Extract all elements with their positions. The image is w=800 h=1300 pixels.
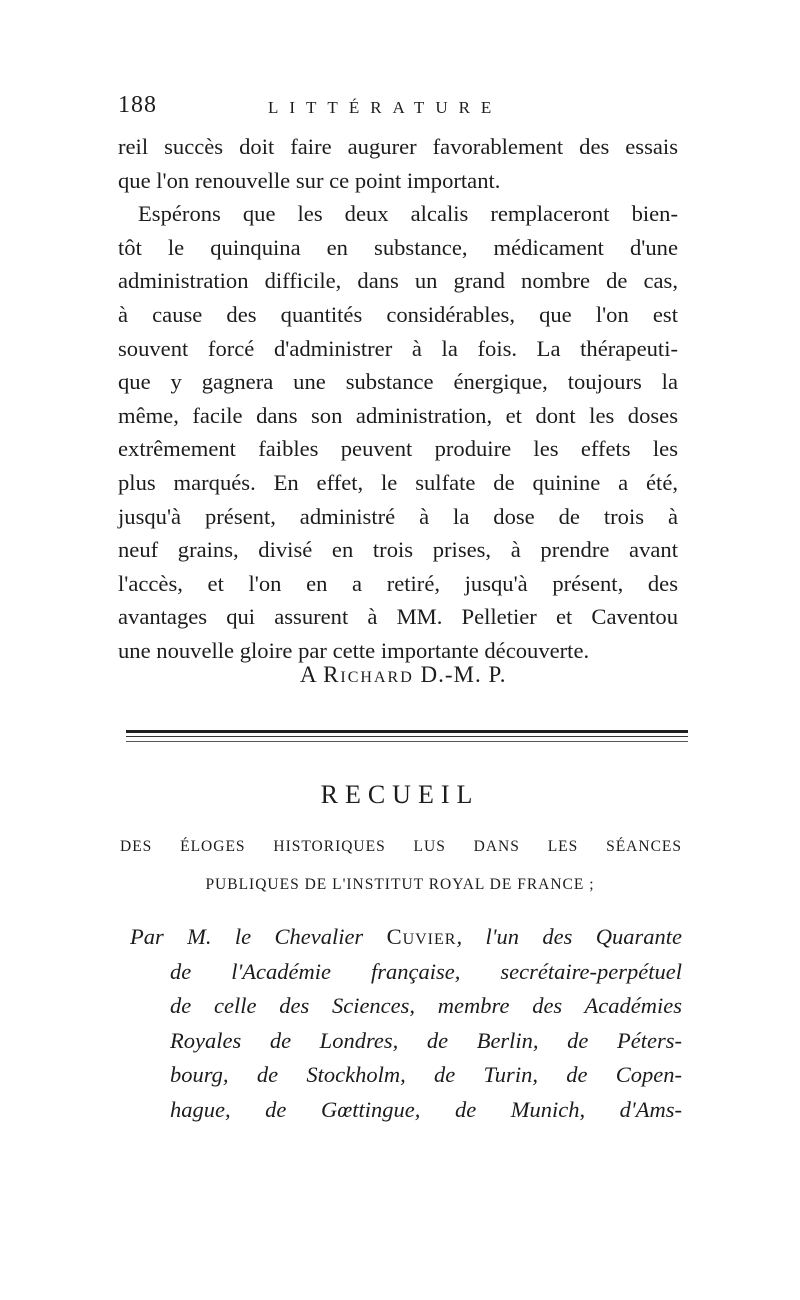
page-number: 188 bbox=[118, 92, 157, 118]
body-line: une nouvelle gloire par cette importante découverte. bbox=[118, 637, 590, 663]
attribution-line: hague, de Gœttingue, de Munich, d'Ams- bbox=[170, 1096, 682, 1122]
attribution-name: Cuvier bbox=[386, 924, 457, 949]
attribution-line: Royales de Londres, de Berlin, de Péters- bbox=[170, 1027, 682, 1053]
attribution-suffix: , l'un des Quarante bbox=[456, 924, 682, 949]
attribution-prefix: Par M. le Chevalier bbox=[130, 924, 364, 949]
section-divider-thin bbox=[126, 736, 688, 737]
body-line: souvent forcé d'administrer à la fois. La thérapeuti- bbox=[118, 335, 678, 361]
page-header bbox=[118, 92, 683, 126]
signature-initial: A bbox=[300, 662, 317, 687]
attribution-line: bourg, de Stockholm, de Turin, de Copen- bbox=[170, 1062, 682, 1087]
body-line: jusqu'à présent, administré à la dose de trois à bbox=[118, 503, 678, 529]
body-line: neuf grains, divisé en trois prises, à prendre avant bbox=[118, 537, 678, 563]
section-subtitle-line-2: PUBLIQUES DE L'INSTITUT ROYAL DE FRANCE ; bbox=[205, 876, 595, 893]
signature-surname: Richard bbox=[323, 662, 414, 687]
attribution-line bbox=[130, 920, 682, 955]
article-body bbox=[118, 130, 678, 668]
author-attribution bbox=[130, 920, 682, 1127]
body-line: reil succès doit faire augurer favorablement des essais bbox=[118, 134, 678, 159]
attribution-line: de celle des Sciences, membre des Académies bbox=[170, 993, 682, 1018]
section-title: RECUEIL bbox=[320, 780, 480, 809]
running-head: LITTÉRATURE bbox=[268, 98, 503, 117]
body-line: Espérons que les deux alcalis remplaceront bien- bbox=[138, 201, 678, 227]
body-line: avantages qui assurent à MM. Pelletier et Caventou bbox=[118, 604, 678, 630]
section-divider-thin-lower bbox=[126, 741, 688, 742]
section-subtitle-line-1: DES ÉLOGES HISTORIQUES LUS DANS LES SÉANCES bbox=[120, 838, 682, 855]
attribution-line: de l'Académie française, secrétaire-perpétuel bbox=[170, 958, 682, 984]
body-line: à cause des quantités considérables, que l'on est bbox=[118, 301, 678, 327]
author-signature bbox=[300, 662, 507, 688]
body-line: administration difficile, dans un grand nombre de cas, bbox=[118, 268, 678, 294]
body-line: l'accès, et l'on en a retiré, jusqu'à présent, des bbox=[118, 570, 678, 596]
body-line: que l'on renouvelle sur ce point important. bbox=[118, 167, 501, 193]
body-line: plus marqués. En effet, le sulfate de quinine a été, bbox=[118, 469, 678, 495]
body-line: extrêmement faibles peuvent produire les effets les bbox=[118, 436, 678, 462]
body-line: que y gagnera une substance énergique, toujours la bbox=[118, 369, 678, 395]
body-line: tôt le quinquina en substance, médicament d'une bbox=[118, 234, 678, 260]
section-divider-thick bbox=[126, 730, 688, 733]
signature-title: D.-M. P. bbox=[420, 662, 507, 687]
body-line: même, facile dans son administration, et dont les doses bbox=[118, 402, 678, 428]
